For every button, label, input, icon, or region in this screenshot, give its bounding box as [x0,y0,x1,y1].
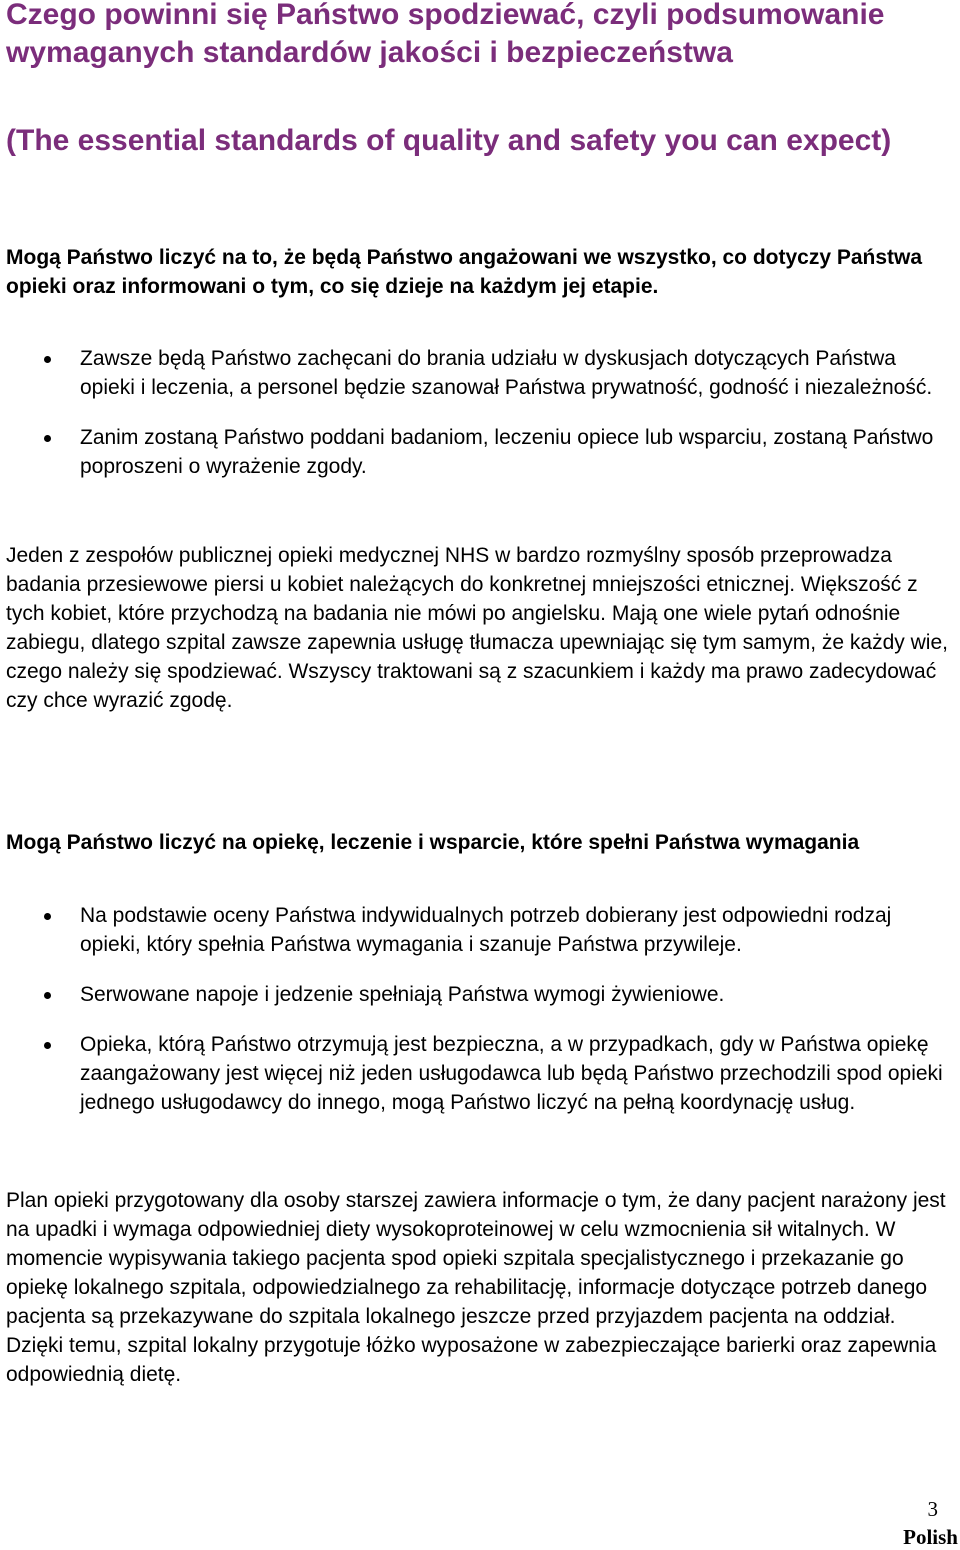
list-item-text: Na podstawie oceny Państwa indywidualnych potrzeb dobierany jest odpowiedni rodzaj opieki, który spełnia Państwa wymagania i szanuje Państwa przywileje. [80,904,892,956]
page-subtitle: (The essential standards of quality and safety you can expect) [6,124,892,157]
page-title: Czego powinni się Państwo spodziewać, czyli podsumowanie wymaganych standardów jakości i bezpieczeństwa [6,0,885,69]
section-1-paragraph: Jeden z zespołów publicznej opieki medycznej NHS w bardzo rozmyślny sposób przeprowadza badania przesiewowe piersi u kobiet należących do konkretnej mniejszości etnicznej. Większość z tych kobiet, które przychodzą na badania nie mówi po angielsku. Mają one wiele pytań odnośnie zabiegu, dlatego szpital zawsze zapewnia usługę tłumacza upewniając się tym samym, że każdy wie, czego należy się spodziewać. Wszyscy traktowani są z szacunkiem i każdy ma prawo zadecydować czy chce wyrazić zgodę. [6,544,948,712]
bullet-icon [44,913,51,920]
list-item [0,344,960,402]
section-1-bullet-list [0,344,960,481]
bullet-icon [44,1042,51,1049]
list-item-text: Zanim zostaną Państwo poddani badaniom, leczeniu opiece lub wsparciu, zostaną Państwo poproszeni o wyrażenie zgody. [80,426,934,478]
list-item [0,980,960,1009]
list-item-text: Serwowane napoje i jedzenie spełniają Państwa wymogi żywieniowe. [80,983,725,1006]
list-item [0,423,960,481]
section-2-paragraph: Plan opieki przygotowany dla osoby starszej zawiera informacje o tym, że dany pacjent narażony jest na upadki i wymaga odpowiedniej diety wysokoproteinowej w celu wzmocnienia sił witalnych. W momencie wypisywania takiego pacjenta spod opieki szpitala specjalistycznego i przekazanie go opiekę lokalnego szpitala, odpowiedzialnego za rehabilitację, informacje dotyczące potrzeb danego pacjenta są przekazywane do szpitala lokalnego jeszcze przed przyjazdem pacjenta na oddział. Dzięki temu, szpital lokalny przygotuje łóżko wyposażone w zabezpieczające barierki oraz zapewnia odpowiednią dietę. [6,1189,946,1386]
section-2-bullet-list [0,901,960,1117]
list-item-text: Zawsze będą Państwo zachęcani do brania udziału w dyskusjach dotyczących Państwa opieki i leczenia, a personel będzie szanował Państwa prywatność, godność i niezależność. [80,347,933,399]
list-item [0,1030,960,1117]
bullet-icon [44,435,51,442]
footer-language: Polish [903,1525,958,1549]
section-1-heading: Mogą Państwo liczyć na to, że będą Państwo angażowani we wszystko, co dotyczy Państwa opieki oraz informowani o tym, co się dzieje na każdym jej etapie. [6,246,923,298]
bullet-icon [44,992,51,999]
bullet-icon [44,356,51,363]
list-item-text: Opieka, którą Państwo otrzymują jest bezpieczna, a w przypadkach, gdy w Państwa opiekę zaangażowany jest więcej niż jeden usługodawca lub będą Państwo przechodzili spod opieki jednego usługodawcy do innego, mogą Państwo liczyć na pełną koordynację usług. [80,1033,943,1114]
section-2-heading: Mogą Państwo liczyć na opiekę, leczenie i wsparcie, które spełni Państwa wymagania [6,831,860,854]
page-number: 3 [927,1497,938,1521]
list-item [0,901,960,959]
